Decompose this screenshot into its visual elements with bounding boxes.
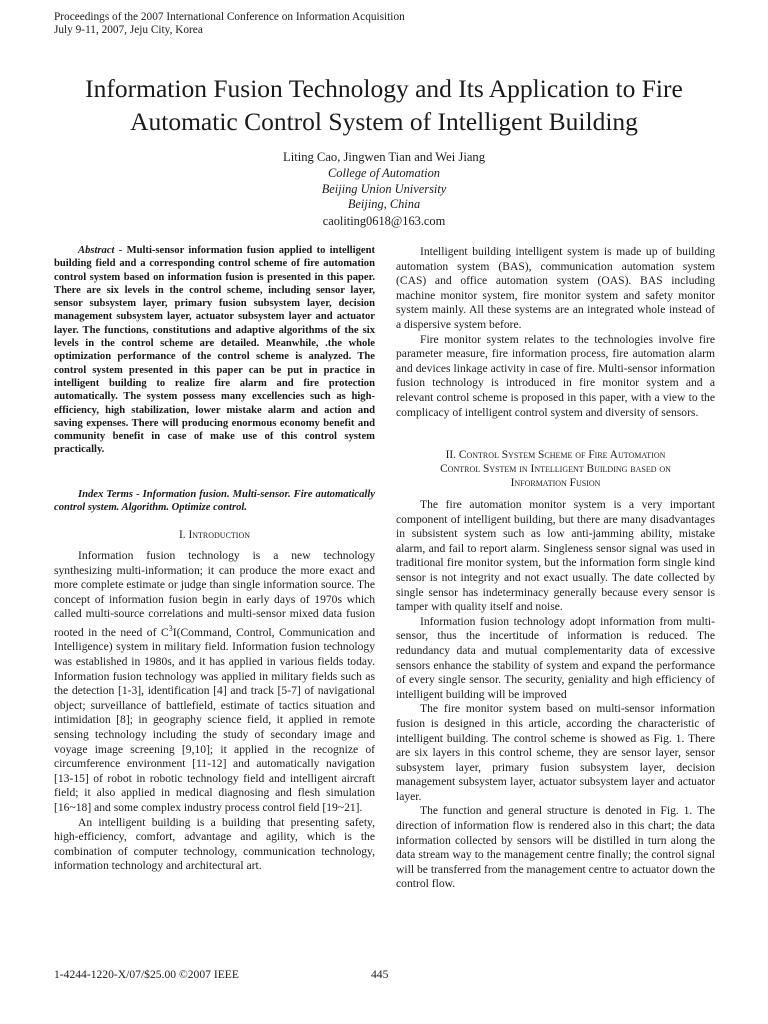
intro-p1-part-a: Information fusion technology is a new technology synthesizing multi-information; it can produce the more exact and more complete estimate or judge than single information source. The concept of information fusion begin in early days of 1970s which called multi-source correlations and multi-sensor mixed data fusion rooted in the need of C — [54, 549, 375, 639]
index-terms — [54, 488, 375, 515]
right-paragraph-1: Intelligent building intelligent system is made up of building automation system (BAS), communication automation system (CAS) and office automation system (OAS). BAS including machine monitor system, fire monitor system and safety monitor system mainly. All these systems are an integrated whole instead of a dispersive system before. — [396, 245, 715, 331]
section-2-heading — [396, 448, 715, 490]
conference-line-1: Proceedings of the 2007 International Conference on Information Acquisition — [54, 11, 405, 23]
paper-title — [30, 72, 738, 138]
section-2-paragraph-1: The fire automation monitor system is a very important component of intelligent building, but there are many disadvantages in subsistent system such as low anti-jamming ability, mistake alarm, and fail to report alarm. Singleness sensor signal was used in traditional fire monitor system, but the information form single kind sensor is not integrity and not exact usually. The date collected by single sensor has indeterminacy generally because every sensor is tamper with quality itself and noise. — [396, 498, 715, 614]
affiliation-line-2: Beijing Union University — [321, 181, 447, 196]
right-paragraph-2: Fire monitor system relates to the technologies involve fire parameter measure, fire information process, fire automation alarm and devices linkage activity in case of fire. Multi-sensor information fusion technology is introduced in fire monitor system and a relevant control scheme is proposed in this paper, with a view to the complicacy of intelligent control system and diversity of sensors. — [396, 332, 715, 419]
index-terms-text: Index Terms - Information fusion. Multi-sensor. Fire automatically control system. Algorithm. Optimize control. — [54, 489, 375, 514]
affiliation-line-1: College of Automation — [328, 166, 440, 180]
abstract-label: Abstract - — [78, 245, 123, 256]
conference-line-2: July 9-11, 2007, Jeju City, Korea — [54, 24, 203, 36]
section-2-heading-line-2: Control System in Intelligent Building based on — [440, 463, 671, 475]
affiliation-line-3: Beijing, China — [347, 197, 421, 211]
section-2-paragraph-3: The fire monitor system based on multi-sensor information fusion is designed in this article, according the characteristic of intelligent building. The control scheme is showed as Fig. 1. There are six layers in this control scheme, they are sensor layer, sensor subsystem layer, primary fusion subsystem layer, decision management subsystem layer, actuator subsystem layer and actuator layer. — [396, 702, 715, 803]
section-2-heading-line-3: Information Fusion — [510, 477, 601, 489]
affiliation — [0, 166, 768, 213]
section-1-heading: I. Introduction — [178, 529, 251, 541]
page-number: 445 — [371, 968, 389, 981]
section-2-body — [396, 498, 715, 892]
right-column-intro — [396, 245, 715, 420]
intro-p1-part-b: I(Command, Control, Communication and Intelligence) system in military field. Information fusion technology was established in 1980s, and it has applied in various fields today. Information fusion technology was applied in military fields such as the detection [1-3], identification [4] and track [5-7] of navigational object; surveillance of battlefield, estimate of tactics situation and intimidation [8]; in geography science field, it applied in remote sensing technology including the study of secondary image and voyage image screening [9,10]; it applied in the recognize of circumference environment [11-12] and automatically navigation [13-15] of robot in robotic technology field and intelligent aircraft field; it also applied in medical diagnosing and flesh simulation [16~18] and some complex industry process control field [19~21]. — [54, 625, 375, 814]
abstract-text: Multi-sensor information fusion applied to intelligent building field and a corresponding control scheme of fire automation control system based on information fusion is presented in this paper. There are six levels in the control scheme, including sensor layer, sensor subsystem layer, primary fusion subsystem layer, decision management subsystem layer, actuator subsystem layer and actuator layer. The functions, constitutions and adaptive algorithms of the six levels in the control scheme are detailed. Meanwhile, .the whole optimization performance of the control scheme is analyzed. The control system presented in this paper can be put in practice in intelligent building to realize fire alarm and fire protection automatically. The system possess many excellencies such as high-efficiency, high stabilization, lower mistake alarm and action and saving expenses. There will producing enormous economy benefit and community benefit in case of make use of this control system practically. — [54, 245, 375, 456]
authors: Liting Cao, Jingwen Tian and Wei Jiang — [283, 150, 485, 164]
intro-paragraph-1 — [54, 549, 375, 816]
introduction-body — [54, 549, 375, 874]
conference-info — [54, 11, 405, 37]
copyright-footer: 1-4244-1220-X/07/$25.00 ©2007 IEEE — [54, 968, 239, 981]
title-line-1: Information Fusion Technology and Its Application to Fire — [85, 74, 683, 103]
section-2-paragraph-4: The function and general structure is denoted in Fig. 1. The direction of information flow is rendered also in this chart; the data information collected by sensors will be distilled in turn along the data stream way to the management centre finally; the control signal will be transferred from the management centre to actuator down the control flow. — [396, 804, 715, 891]
section-2-paragraph-2: Information fusion technology adopt information from multi-sensor, thus the incertitude of information is reduced. The redundancy data and mutual complementarity data of excessive sensors enhance the stability of system and expand the performance of every single sensor. The security, geniality and high efficiency of intelligent building will be improved — [396, 614, 715, 701]
abstract — [54, 244, 375, 457]
author-email: caoliting0618@163.com — [322, 214, 446, 228]
intro-paragraph-2: An intelligent building is a building that presenting safety, high-efficiency, comfort, advantage and agility, which is the combination of computer technology, communication technology, information technology and architectural art. — [54, 815, 375, 873]
title-line-2: Automatic Control System of Intelligent Building — [130, 107, 638, 136]
intro-p1-superscript: 3 — [168, 623, 173, 633]
section-2-heading-line-1: II. Control System Scheme of Fire Automation — [445, 449, 666, 461]
